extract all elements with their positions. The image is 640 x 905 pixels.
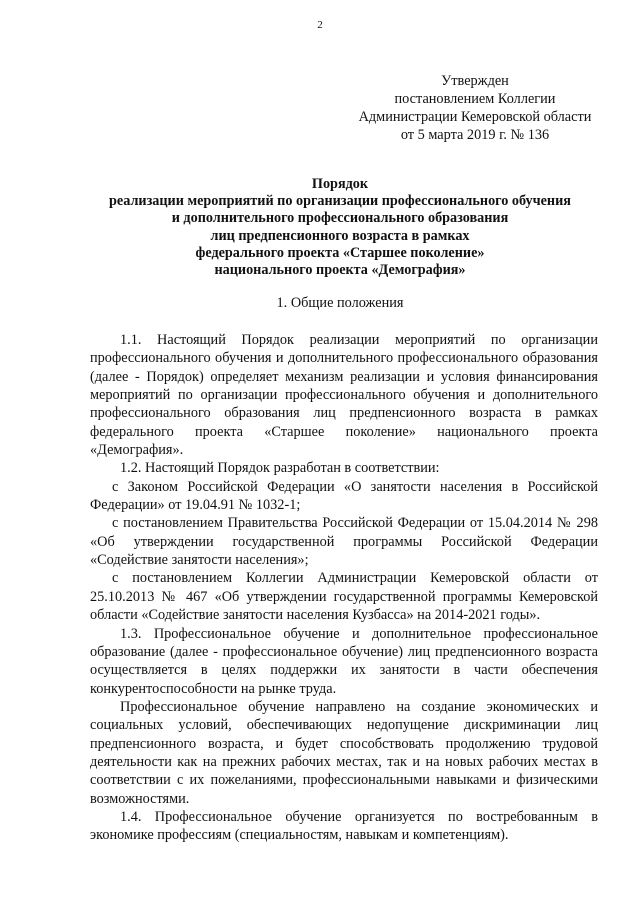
paragraph-government-resolution: с постановлением Правительства Российской Федерации от 15.04.2014 № 298 «Об утверждении государственной программы Российской Федерации «Содействие занятости населения»; xyxy=(90,515,598,569)
section-heading: 1. Общие положения xyxy=(276,295,404,311)
approval-line: постановлением Коллегии xyxy=(394,91,556,107)
approval-line: Утвержден xyxy=(441,73,509,89)
title-line: лиц предпенсионного возраста в рамках xyxy=(210,227,470,244)
paragraph-1-2: 1.2. Настоящий Порядок разработан в соответствии: xyxy=(120,460,440,477)
approval-line: от 5 марта 2019 г. № 136 xyxy=(400,127,550,143)
document-title xyxy=(70,176,610,279)
paragraph-training-purpose: Профессиональное обучение направлено на создание экономических и социальных условий, обеспечивающих недопущение дискриминации лиц предпенсионного возраста, и будет способствовать продолжению трудовой деятельности как на прежних рабочих местах, так и на новых рабочих местах в соответствии с их пожеланиями, профессиональными навыками и физическими возможностями. xyxy=(90,698,598,807)
page-number: 2 xyxy=(317,19,323,31)
title-line: реализации мероприятий по организации профессионального обучения xyxy=(109,193,571,210)
title-line: национального проекта «Демография» xyxy=(214,262,466,279)
title-line: Порядок xyxy=(311,176,369,192)
paragraph-1-4: 1.4. Профессиональное обучение организуется по востребованным в экономике профессиям (специальностям, навыкам и компетенциям). xyxy=(90,808,598,844)
approval-stamp xyxy=(330,72,620,144)
paragraph-collegium-resolution: с постановлением Коллегии Администрации Кемеровской области от 25.10.2013 № 467 «Об утверждении государственной программы Кемеровской области «Содействие занятости населения Кузбасса» на 2014-2021 годы». xyxy=(90,570,598,624)
title-line: федерального проекта «Старшее поколение» xyxy=(195,244,485,261)
title-line: и дополнительного профессионального образования xyxy=(171,210,509,227)
paragraph-law-reference: с Законом Российской Федерации «О занятости населения в Российской Федерации» от 19.04.91 № 1032-1; xyxy=(90,478,598,514)
paragraph-1-3: 1.3. Профессиональное обучение и дополнительное профессиональное образование (далее - профессиональное обучение) лиц предпенсионного возраста осуществляется в целях поддержки их занятости в части обеспечения конкурентоспособности на рынке труда. xyxy=(90,625,598,697)
approval-line: Администрации Кемеровской области xyxy=(358,109,592,125)
document-body xyxy=(90,331,598,845)
paragraph-1-1: 1.1. Настоящий Порядок реализации мероприятий по организации профессионального обучения и дополнительного профессионального образования (далее - Порядок) определяет механизм реализации и условия финансирования мероприятий по организации профессионального обучения и дополнительного профессионального образования лиц предпенсионного возраста в рамках федерального проекта «Старшее поколение» национального проекта «Демография». xyxy=(90,332,598,459)
